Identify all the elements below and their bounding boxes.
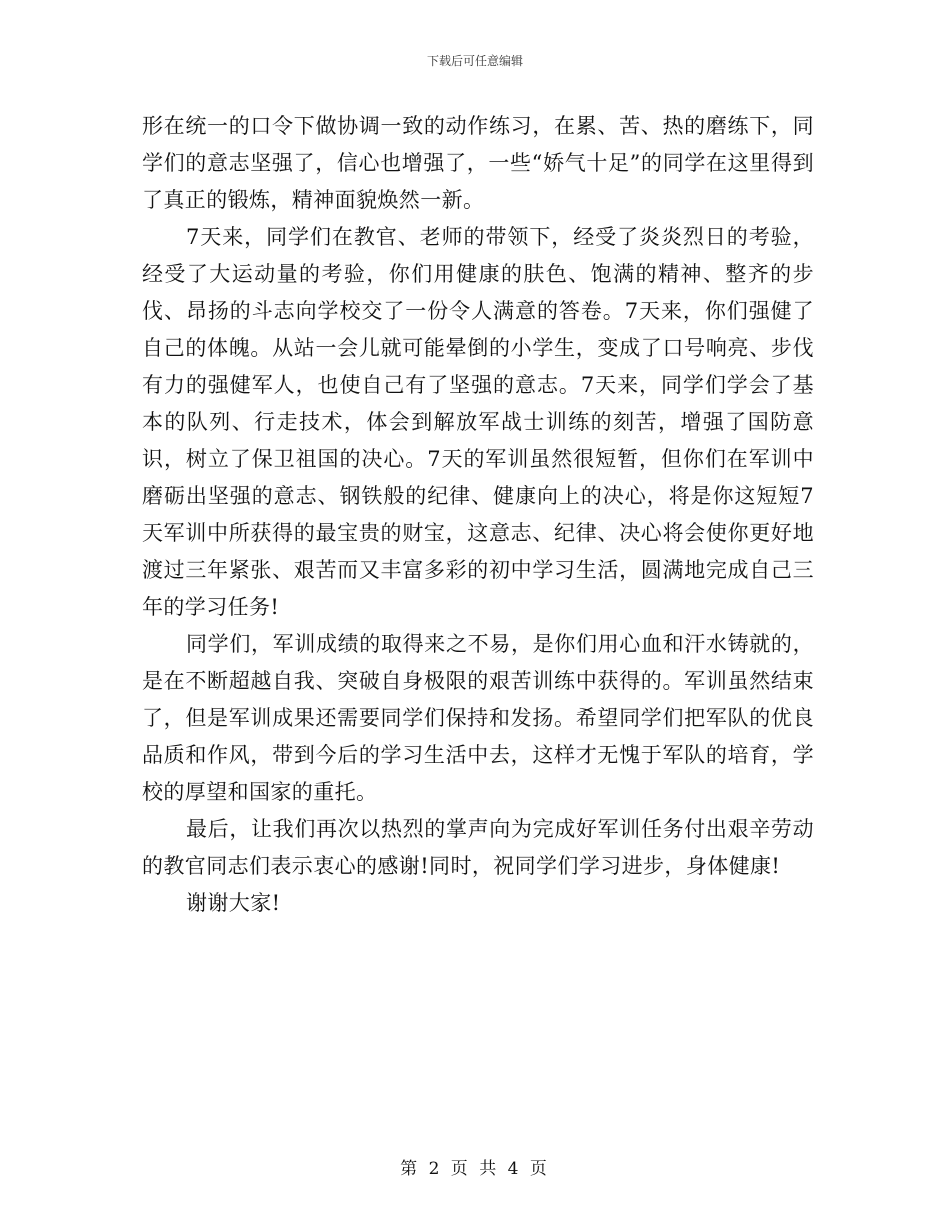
paragraph-classmates: 同学们，军训成绩的取得来之不易，是你们用心血和汗水铸就的，是在不断超越自我、突破自身极限的艰苦训练中获得的。军训虽然结束了，但是军训成果还需要同学们保持和发扬。希望同学们把军队的优良品质和作风，带到今后的学习生活中去，这样才无愧于军队的培育，学校的厚望和国家的重托。 (142, 632, 814, 804)
paragraph-finally: 最后，让我们再次以热烈的掌声向为完成好军训任务付出艰辛劳动的教官同志们表示衷心的感谢!同时，祝同学们学习进步，身体健康! (142, 817, 814, 878)
paragraph-seven-days: 7天来，同学们在教官、老师的带领下，经受了炎炎烈日的考验，经受了大运动量的考验，你们用健康的肤色、饱满的精神、整齐的步伐、昂扬的斗志向学校交了一份令人满意的答卷。7天来，你们强健了自己的体魄。从站一会儿就可能晕倒的小学生，变成了口号响亮、步伐有力的强健军人，也使自己有了坚强的意志。7天来，同学们学会了基本的队列、行走技术，体会到解放军战士训练的刻苦，增强了国防意识，树立了保卫祖国的决心。7天的军训虽然很短暂，但你们在军训中磨砺出坚强的意志、钢铁般的纪律、健康向上的决心，将是你这短短7天军训中所获得的最宝贵的财宝，这意志、纪律、决心将会使你更好地渡过三年紧张、艰苦而又丰富多彩的初中学习生活，圆满地完成自己三年的学习任务! (142, 225, 814, 619)
paragraph-thanks: 谢谢大家! (186, 891, 281, 915)
page-number-footer: 第 2 页 共 4 页 (400, 1159, 550, 1179)
document-body (142, 108, 814, 922)
paragraph-continued: 形在统一的口令下做协调一致的动作练习，在累、苦、热的磨练下，同学们的意志坚强了，信心也增强了，一些“娇气十足”的同学在这里得到了真正的锻炼，精神面貌焕然一新。 (142, 114, 814, 212)
page-header-note: 下载后可任意编辑 (426, 54, 523, 68)
